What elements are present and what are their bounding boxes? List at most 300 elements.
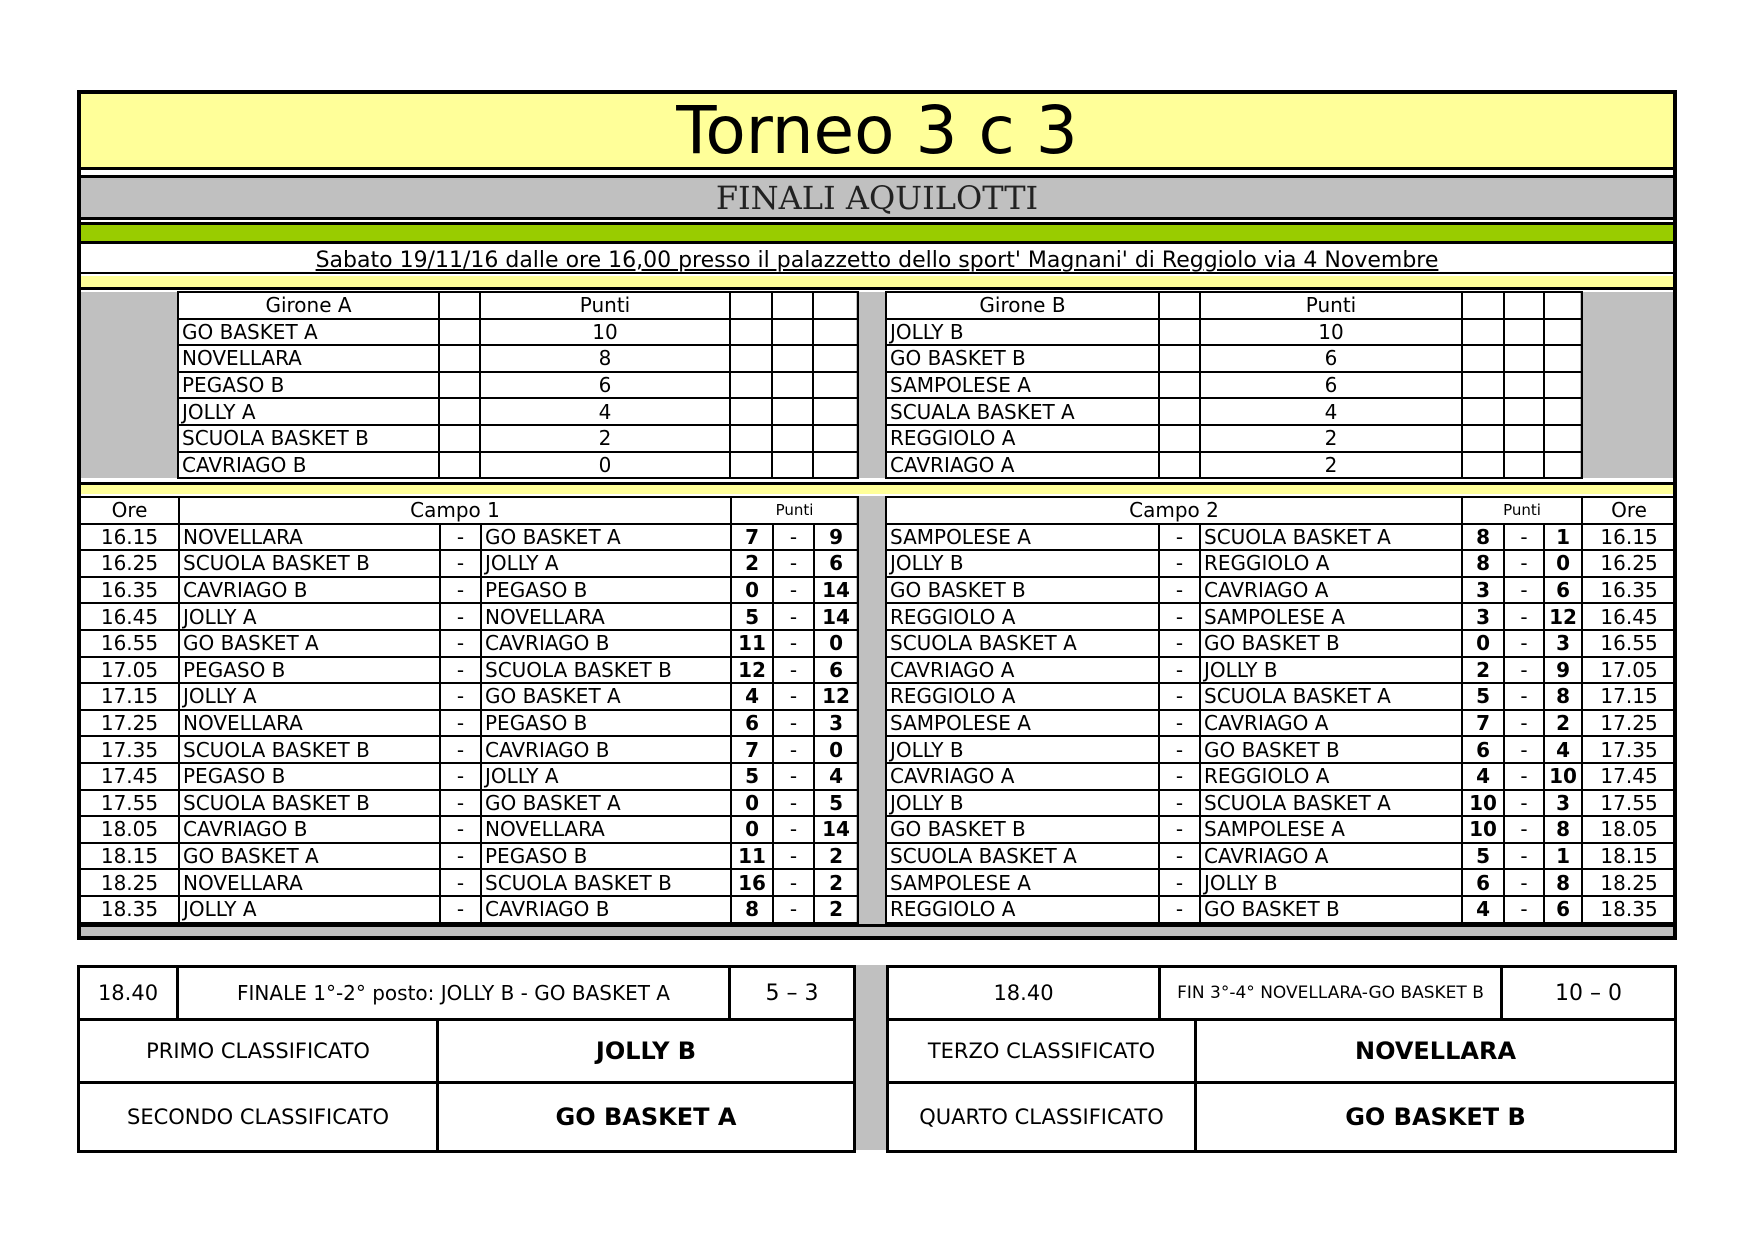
empty-cell bbox=[1504, 319, 1544, 346]
match-time: 17.15 bbox=[1582, 683, 1676, 710]
home-team: SAMPOLESE A bbox=[886, 710, 1159, 737]
score-dash: - bbox=[773, 896, 814, 923]
primo-label bbox=[77, 1018, 439, 1084]
away-team: SCUOLA BASKET A bbox=[1200, 683, 1462, 710]
away-team: GO BASKET B bbox=[1200, 896, 1462, 923]
away-team: GO BASKET A bbox=[481, 683, 731, 710]
dash: - bbox=[1159, 550, 1200, 577]
away-score: 6 bbox=[814, 550, 858, 577]
home-score: 3 bbox=[1462, 603, 1504, 630]
empty-cell bbox=[730, 452, 772, 479]
home-team: REGGIOLO A bbox=[886, 603, 1159, 630]
final-left-time-text: 18.40 bbox=[97, 981, 159, 1005]
final-left-time bbox=[77, 965, 179, 1021]
empty-cell bbox=[730, 292, 772, 319]
home-team: SAMPOLESE A bbox=[886, 869, 1159, 896]
match-row bbox=[80, 790, 858, 817]
home-team: SCUOLA BASKET A bbox=[886, 630, 1159, 657]
away-team: REGGIOLO A bbox=[1200, 550, 1462, 577]
team-points: 2 bbox=[1200, 452, 1462, 479]
score-dash: - bbox=[773, 790, 814, 817]
empty-cell bbox=[439, 398, 480, 425]
team-points: 2 bbox=[1200, 425, 1462, 452]
punti-header: Punti bbox=[1462, 497, 1582, 524]
away-team: GO BASKET A bbox=[481, 790, 731, 817]
home-score: 11 bbox=[731, 630, 773, 657]
dash: - bbox=[440, 577, 481, 604]
standings-row bbox=[178, 398, 858, 425]
match-row bbox=[886, 550, 1676, 577]
match-time: 16.25 bbox=[1582, 550, 1676, 577]
home-score: 2 bbox=[731, 550, 773, 577]
secondo-label bbox=[77, 1081, 439, 1153]
campo1-table bbox=[79, 496, 859, 924]
empty-cell bbox=[1159, 398, 1200, 425]
empty-cell bbox=[1462, 425, 1504, 452]
home-score: 0 bbox=[731, 577, 773, 604]
away-score: 14 bbox=[814, 816, 858, 843]
match-time: 17.35 bbox=[80, 736, 179, 763]
team-name: SCUOLA BASKET B bbox=[178, 425, 439, 452]
match-row bbox=[80, 550, 858, 577]
yellow-divider-mid bbox=[81, 482, 1673, 494]
final-left-label bbox=[176, 965, 731, 1021]
match-row bbox=[886, 524, 1676, 551]
away-team: CAVRIAGO A bbox=[1200, 710, 1462, 737]
campo1-label: Campo 1 bbox=[179, 497, 731, 524]
score-dash: - bbox=[773, 736, 814, 763]
home-team: NOVELLARA bbox=[179, 869, 440, 896]
empty-cell bbox=[1544, 345, 1582, 372]
punti-header: Punti bbox=[731, 497, 858, 524]
away-score: 6 bbox=[1544, 577, 1582, 604]
final-left-label-text: FINALE 1°-2° posto: JOLLY B - GO BASKET A bbox=[237, 981, 670, 1005]
empty-cell bbox=[439, 345, 480, 372]
match-time: 17.45 bbox=[1582, 763, 1676, 790]
empty-cell bbox=[813, 398, 858, 425]
empty-cell bbox=[1544, 398, 1582, 425]
empty-cell bbox=[772, 345, 813, 372]
terzo-label-text: TERZO CLASSIFICATO bbox=[927, 1039, 1156, 1063]
final-left-score bbox=[728, 965, 856, 1021]
away-score: 8 bbox=[1544, 683, 1582, 710]
home-team: PEGASO B bbox=[179, 763, 440, 790]
primo-label-text: PRIMO CLASSIFICATO bbox=[146, 1039, 370, 1063]
empty-cell bbox=[813, 292, 858, 319]
terzo-team bbox=[1194, 1018, 1677, 1084]
match-time: 16.15 bbox=[1582, 524, 1676, 551]
away-score: 9 bbox=[814, 524, 858, 551]
match-time: 17.25 bbox=[80, 710, 179, 737]
quarto-team bbox=[1194, 1081, 1677, 1153]
team-name: GO BASKET A bbox=[178, 319, 439, 346]
match-time: 17.55 bbox=[1582, 790, 1676, 817]
score-dash: - bbox=[1504, 869, 1544, 896]
standings-left-gray bbox=[81, 292, 178, 478]
away-team: CAVRIAGO A bbox=[1200, 843, 1462, 870]
away-team: PEGASO B bbox=[481, 843, 731, 870]
dash: - bbox=[440, 816, 481, 843]
quarto-team-text: GO BASKET B bbox=[1345, 1103, 1526, 1131]
home-team: JOLLY A bbox=[179, 683, 440, 710]
event-info: Sabato 19/11/16 dalle ore 16,00 presso il palazzetto dello sport' Magnani' di Reggiolo via 4 Novembre bbox=[315, 247, 1439, 273]
away-score: 6 bbox=[1544, 896, 1582, 923]
empty-cell bbox=[1544, 372, 1582, 399]
subtitle-band bbox=[81, 175, 1673, 220]
away-score: 14 bbox=[814, 603, 858, 630]
away-score: 0 bbox=[814, 736, 858, 763]
info-band bbox=[81, 248, 1673, 274]
dash: - bbox=[440, 657, 481, 684]
home-team: CAVRIAGO A bbox=[886, 763, 1159, 790]
match-time: 16.35 bbox=[80, 577, 179, 604]
empty-cell bbox=[1504, 452, 1544, 479]
score-dash: - bbox=[773, 603, 814, 630]
away-score: 2 bbox=[814, 843, 858, 870]
empty-cell bbox=[1504, 372, 1544, 399]
match-row bbox=[886, 816, 1676, 843]
away-team: JOLLY A bbox=[481, 763, 731, 790]
home-score: 6 bbox=[1462, 736, 1504, 763]
empty-cell bbox=[1544, 292, 1582, 319]
away-score: 6 bbox=[814, 657, 858, 684]
away-score: 2 bbox=[1544, 710, 1582, 737]
match-row bbox=[80, 630, 858, 657]
away-team: PEGASO B bbox=[481, 577, 731, 604]
match-row bbox=[886, 763, 1676, 790]
page-subtitle: FINALI AQUILOTTI bbox=[715, 178, 1039, 217]
away-score: 12 bbox=[814, 683, 858, 710]
away-score: 0 bbox=[1544, 550, 1582, 577]
match-time: 18.15 bbox=[1582, 843, 1676, 870]
match-row bbox=[80, 524, 858, 551]
away-score: 4 bbox=[814, 763, 858, 790]
home-score: 3 bbox=[1462, 577, 1504, 604]
score-dash: - bbox=[773, 630, 814, 657]
home-score: 0 bbox=[1462, 630, 1504, 657]
terzo-team-text: NOVELLARA bbox=[1354, 1037, 1517, 1065]
home-score: 6 bbox=[731, 710, 773, 737]
dash: - bbox=[440, 896, 481, 923]
final-right-time-text: 18.40 bbox=[993, 981, 1054, 1005]
away-team: GO BASKET B bbox=[1200, 736, 1462, 763]
match-row bbox=[886, 736, 1676, 763]
away-team: PEGASO B bbox=[481, 710, 731, 737]
score-dash: - bbox=[1504, 896, 1544, 923]
away-team: CAVRIAGO B bbox=[481, 896, 731, 923]
empty-cell bbox=[772, 292, 813, 319]
dash: - bbox=[1159, 816, 1200, 843]
dash: - bbox=[440, 683, 481, 710]
empty-cell bbox=[439, 372, 480, 399]
score-dash: - bbox=[1504, 843, 1544, 870]
away-team: NOVELLARA bbox=[481, 603, 731, 630]
home-score: 10 bbox=[1462, 790, 1504, 817]
match-time: 17.45 bbox=[80, 763, 179, 790]
primo-team-text: JOLLY B bbox=[595, 1037, 697, 1065]
standings-row bbox=[886, 398, 1582, 425]
home-score: 0 bbox=[731, 816, 773, 843]
girone-b-label: Girone B bbox=[886, 292, 1159, 319]
home-score: 5 bbox=[731, 603, 773, 630]
team-points: 4 bbox=[480, 398, 730, 425]
match-row bbox=[80, 869, 858, 896]
home-score: 10 bbox=[1462, 816, 1504, 843]
dash: - bbox=[1159, 603, 1200, 630]
score-dash: - bbox=[773, 763, 814, 790]
home-team: SCUOLA BASKET B bbox=[179, 790, 440, 817]
team-name: REGGIOLO A bbox=[886, 425, 1159, 452]
away-score: 9 bbox=[1544, 657, 1582, 684]
team-name: GO BASKET B bbox=[886, 345, 1159, 372]
match-row bbox=[80, 763, 858, 790]
match-time: 18.35 bbox=[80, 896, 179, 923]
score-dash: - bbox=[773, 843, 814, 870]
team-name: CAVRIAGO B bbox=[178, 452, 439, 479]
match-row bbox=[80, 843, 858, 870]
away-score: 2 bbox=[814, 896, 858, 923]
secondo-team-text: GO BASKET A bbox=[555, 1103, 737, 1131]
home-team: SCUOLA BASKET B bbox=[179, 736, 440, 763]
empty-cell bbox=[730, 345, 772, 372]
home-score: 7 bbox=[731, 524, 773, 551]
empty-cell bbox=[1159, 452, 1200, 479]
match-time: 16.15 bbox=[80, 524, 179, 551]
team-name: JOLLY A bbox=[178, 398, 439, 425]
away-team: SCUOLA BASKET B bbox=[481, 657, 731, 684]
match-time: 18.25 bbox=[80, 869, 179, 896]
team-points: 10 bbox=[480, 319, 730, 346]
score-dash: - bbox=[773, 577, 814, 604]
final-right-label bbox=[1158, 965, 1503, 1021]
empty-cell bbox=[772, 452, 813, 479]
score-dash: - bbox=[1504, 577, 1544, 604]
team-name: PEGASO B bbox=[178, 372, 439, 399]
away-team: SAMPOLESE A bbox=[1200, 603, 1462, 630]
empty-cell bbox=[439, 319, 480, 346]
dash: - bbox=[1159, 657, 1200, 684]
home-score: 16 bbox=[731, 869, 773, 896]
team-points: 6 bbox=[1200, 345, 1462, 372]
score-dash: - bbox=[773, 710, 814, 737]
standings-right-gray bbox=[1580, 292, 1673, 478]
team-points: 10 bbox=[1200, 319, 1462, 346]
score-dash: - bbox=[773, 869, 814, 896]
home-team: GO BASKET B bbox=[886, 816, 1159, 843]
match-row bbox=[80, 710, 858, 737]
empty-cell bbox=[1159, 372, 1200, 399]
home-score: 5 bbox=[1462, 683, 1504, 710]
standings-row bbox=[178, 452, 858, 479]
match-row bbox=[80, 816, 858, 843]
team-points: 4 bbox=[1200, 398, 1462, 425]
away-score: 3 bbox=[1544, 790, 1582, 817]
dash: - bbox=[1159, 630, 1200, 657]
home-score: 4 bbox=[1462, 763, 1504, 790]
home-team: REGGIOLO A bbox=[886, 896, 1159, 923]
empty-cell bbox=[813, 425, 858, 452]
home-score: 8 bbox=[1462, 550, 1504, 577]
home-score: 12 bbox=[731, 657, 773, 684]
empty-cell bbox=[730, 372, 772, 399]
empty-cell bbox=[1159, 319, 1200, 346]
standings-row bbox=[886, 372, 1582, 399]
home-score: 2 bbox=[1462, 657, 1504, 684]
team-points: 2 bbox=[480, 425, 730, 452]
empty-cell bbox=[1159, 425, 1200, 452]
away-score: 10 bbox=[1544, 763, 1582, 790]
dash: - bbox=[440, 763, 481, 790]
match-time: 18.25 bbox=[1582, 869, 1676, 896]
away-score: 3 bbox=[1544, 630, 1582, 657]
score-dash: - bbox=[1504, 603, 1544, 630]
home-score: 0 bbox=[731, 790, 773, 817]
dash: - bbox=[440, 630, 481, 657]
dash: - bbox=[1159, 736, 1200, 763]
empty-cell bbox=[813, 372, 858, 399]
home-score: 8 bbox=[1462, 524, 1504, 551]
empty-cell bbox=[1544, 425, 1582, 452]
score-dash: - bbox=[773, 816, 814, 843]
home-team: CAVRIAGO B bbox=[179, 816, 440, 843]
primo-team bbox=[436, 1018, 856, 1084]
empty-cell bbox=[1504, 292, 1544, 319]
away-team: NOVELLARA bbox=[481, 816, 731, 843]
empty-cell bbox=[1462, 452, 1504, 479]
home-score: 7 bbox=[731, 736, 773, 763]
standings-mid-gray bbox=[856, 292, 886, 478]
away-score: 0 bbox=[814, 630, 858, 657]
home-team: JOLLY B bbox=[886, 550, 1159, 577]
home-score: 6 bbox=[1462, 869, 1504, 896]
score-dash: - bbox=[1504, 790, 1544, 817]
ore-header: Ore bbox=[80, 497, 179, 524]
empty-cell bbox=[772, 425, 813, 452]
standings-row bbox=[886, 452, 1582, 479]
away-score: 1 bbox=[1544, 524, 1582, 551]
girone-a-table bbox=[177, 291, 859, 479]
score-dash: - bbox=[1504, 683, 1544, 710]
empty-cell bbox=[772, 319, 813, 346]
punti-header: Punti bbox=[480, 292, 730, 319]
dash: - bbox=[1159, 896, 1200, 923]
match-time: 16.55 bbox=[1582, 630, 1676, 657]
match-row bbox=[80, 657, 858, 684]
dash: - bbox=[440, 524, 481, 551]
final-right-time bbox=[886, 965, 1161, 1021]
team-name: CAVRIAGO A bbox=[886, 452, 1159, 479]
campo1-header bbox=[80, 497, 858, 524]
home-score: 4 bbox=[1462, 896, 1504, 923]
empty-cell bbox=[813, 319, 858, 346]
empty-cell bbox=[1504, 398, 1544, 425]
away-team: SCUOLA BASKET A bbox=[1200, 790, 1462, 817]
standings-row bbox=[178, 319, 858, 346]
match-row bbox=[886, 790, 1676, 817]
final-right-score bbox=[1500, 965, 1677, 1021]
dash: - bbox=[440, 736, 481, 763]
team-points: 6 bbox=[1200, 372, 1462, 399]
empty-cell bbox=[1159, 292, 1200, 319]
empty-cell bbox=[730, 398, 772, 425]
dash: - bbox=[1159, 843, 1200, 870]
campo2-table bbox=[885, 496, 1677, 924]
match-row bbox=[80, 896, 858, 923]
girone-b-table bbox=[885, 291, 1583, 479]
terzo-label bbox=[886, 1018, 1197, 1084]
match-time: 16.55 bbox=[80, 630, 179, 657]
away-team: SCUOLA BASKET A bbox=[1200, 524, 1462, 551]
standings-row bbox=[886, 345, 1582, 372]
away-team: CAVRIAGO A bbox=[1200, 577, 1462, 604]
dash: - bbox=[1159, 577, 1200, 604]
home-team: REGGIOLO A bbox=[886, 683, 1159, 710]
match-time: 17.05 bbox=[80, 657, 179, 684]
empty-cell bbox=[1159, 345, 1200, 372]
green-divider bbox=[81, 222, 1673, 244]
score-dash: - bbox=[1504, 736, 1544, 763]
dash: - bbox=[440, 869, 481, 896]
away-team: CAVRIAGO B bbox=[481, 736, 731, 763]
score-dash: - bbox=[1504, 550, 1544, 577]
away-team: JOLLY A bbox=[481, 550, 731, 577]
away-team: GO BASKET B bbox=[1200, 630, 1462, 657]
empty-cell bbox=[1462, 292, 1504, 319]
standings-row bbox=[886, 319, 1582, 346]
match-row bbox=[886, 603, 1676, 630]
away-score: 1 bbox=[1544, 843, 1582, 870]
empty-cell bbox=[1462, 319, 1504, 346]
empty-cell bbox=[1544, 452, 1582, 479]
girone-a-header bbox=[178, 292, 858, 319]
home-team: NOVELLARA bbox=[179, 524, 440, 551]
empty-cell bbox=[1504, 425, 1544, 452]
girone-b-header bbox=[886, 292, 1582, 319]
empty-cell bbox=[1462, 372, 1504, 399]
match-time: 17.05 bbox=[1582, 657, 1676, 684]
final-right-label-text: FIN 3°-4° NOVELLARA-GO BASKET B bbox=[1177, 983, 1484, 1003]
empty-cell bbox=[1544, 319, 1582, 346]
match-row bbox=[886, 683, 1676, 710]
match-time: 17.15 bbox=[80, 683, 179, 710]
match-row bbox=[886, 630, 1676, 657]
match-row bbox=[80, 577, 858, 604]
home-team: JOLLY A bbox=[179, 603, 440, 630]
score-dash: - bbox=[1504, 524, 1544, 551]
home-score: 8 bbox=[731, 896, 773, 923]
dash: - bbox=[1159, 710, 1200, 737]
home-team: SCUOLA BASKET A bbox=[886, 843, 1159, 870]
match-row bbox=[886, 843, 1676, 870]
dash: - bbox=[440, 710, 481, 737]
quarto-label bbox=[886, 1081, 1197, 1153]
match-time: 17.55 bbox=[80, 790, 179, 817]
empty-cell bbox=[1504, 345, 1544, 372]
match-row bbox=[886, 710, 1676, 737]
away-score: 14 bbox=[814, 577, 858, 604]
home-team: PEGASO B bbox=[179, 657, 440, 684]
empty-cell bbox=[730, 319, 772, 346]
match-time: 18.05 bbox=[80, 816, 179, 843]
empty-cell bbox=[772, 372, 813, 399]
home-team: JOLLY B bbox=[886, 736, 1159, 763]
home-team: GO BASKET A bbox=[179, 630, 440, 657]
team-name: SCUALA BASKET A bbox=[886, 398, 1159, 425]
match-time: 18.05 bbox=[1582, 816, 1676, 843]
home-team: GO BASKET B bbox=[886, 577, 1159, 604]
score-dash: - bbox=[773, 657, 814, 684]
away-score: 4 bbox=[1544, 736, 1582, 763]
